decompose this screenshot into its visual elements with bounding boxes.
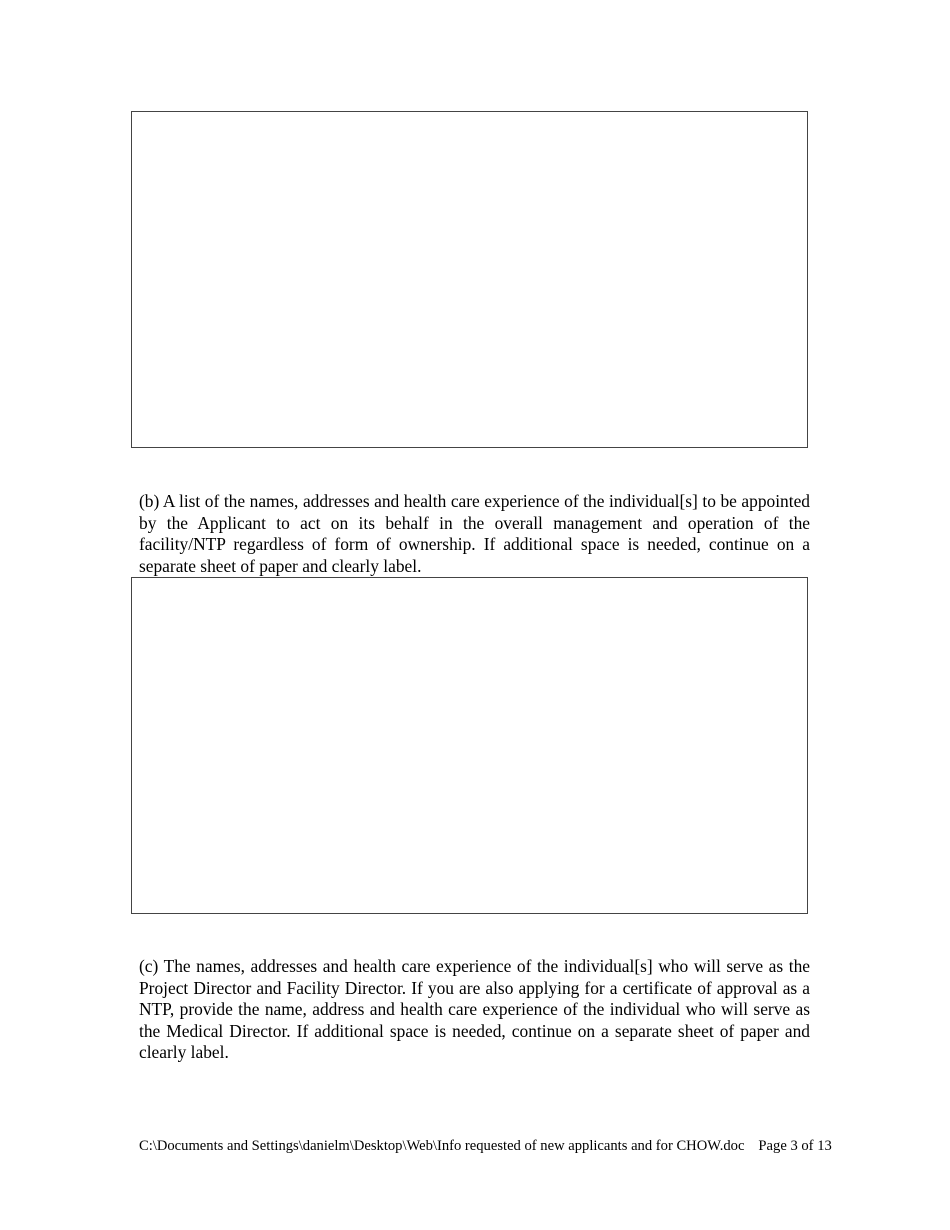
section-b-instructions: (b) A list of the names, addresses and health care experience of the individual[s] to be appointed by the Applicant to act on its behalf in the overall management and operation of the facility/NTP regardless of form of ownership. If additional space is needed, continue on a separate sheet of paper and clearly label. bbox=[139, 491, 810, 576]
section-c-instructions: (c) The names, addresses and health care experience of the individual[s] who will serve as the Project Director and Facility Director. If you are also applying for a certificate of approval as a NTP, provide the name, address and health care experience of the individual who will serve as the Medical Director. If additional space is needed, continue on a separate sheet of paper and clearly label. bbox=[139, 956, 810, 1063]
footer-page-number: Page 3 of 13 bbox=[758, 1138, 832, 1154]
answer-box-section-b[interactable] bbox=[131, 577, 808, 914]
page-footer bbox=[139, 1137, 899, 1155]
answer-box-section-a[interactable] bbox=[131, 111, 808, 448]
footer-file-path: C:\Documents and Settings\danielm\Desktop\Web\Info requested of new applicants and for CHOW.doc bbox=[139, 1138, 745, 1154]
